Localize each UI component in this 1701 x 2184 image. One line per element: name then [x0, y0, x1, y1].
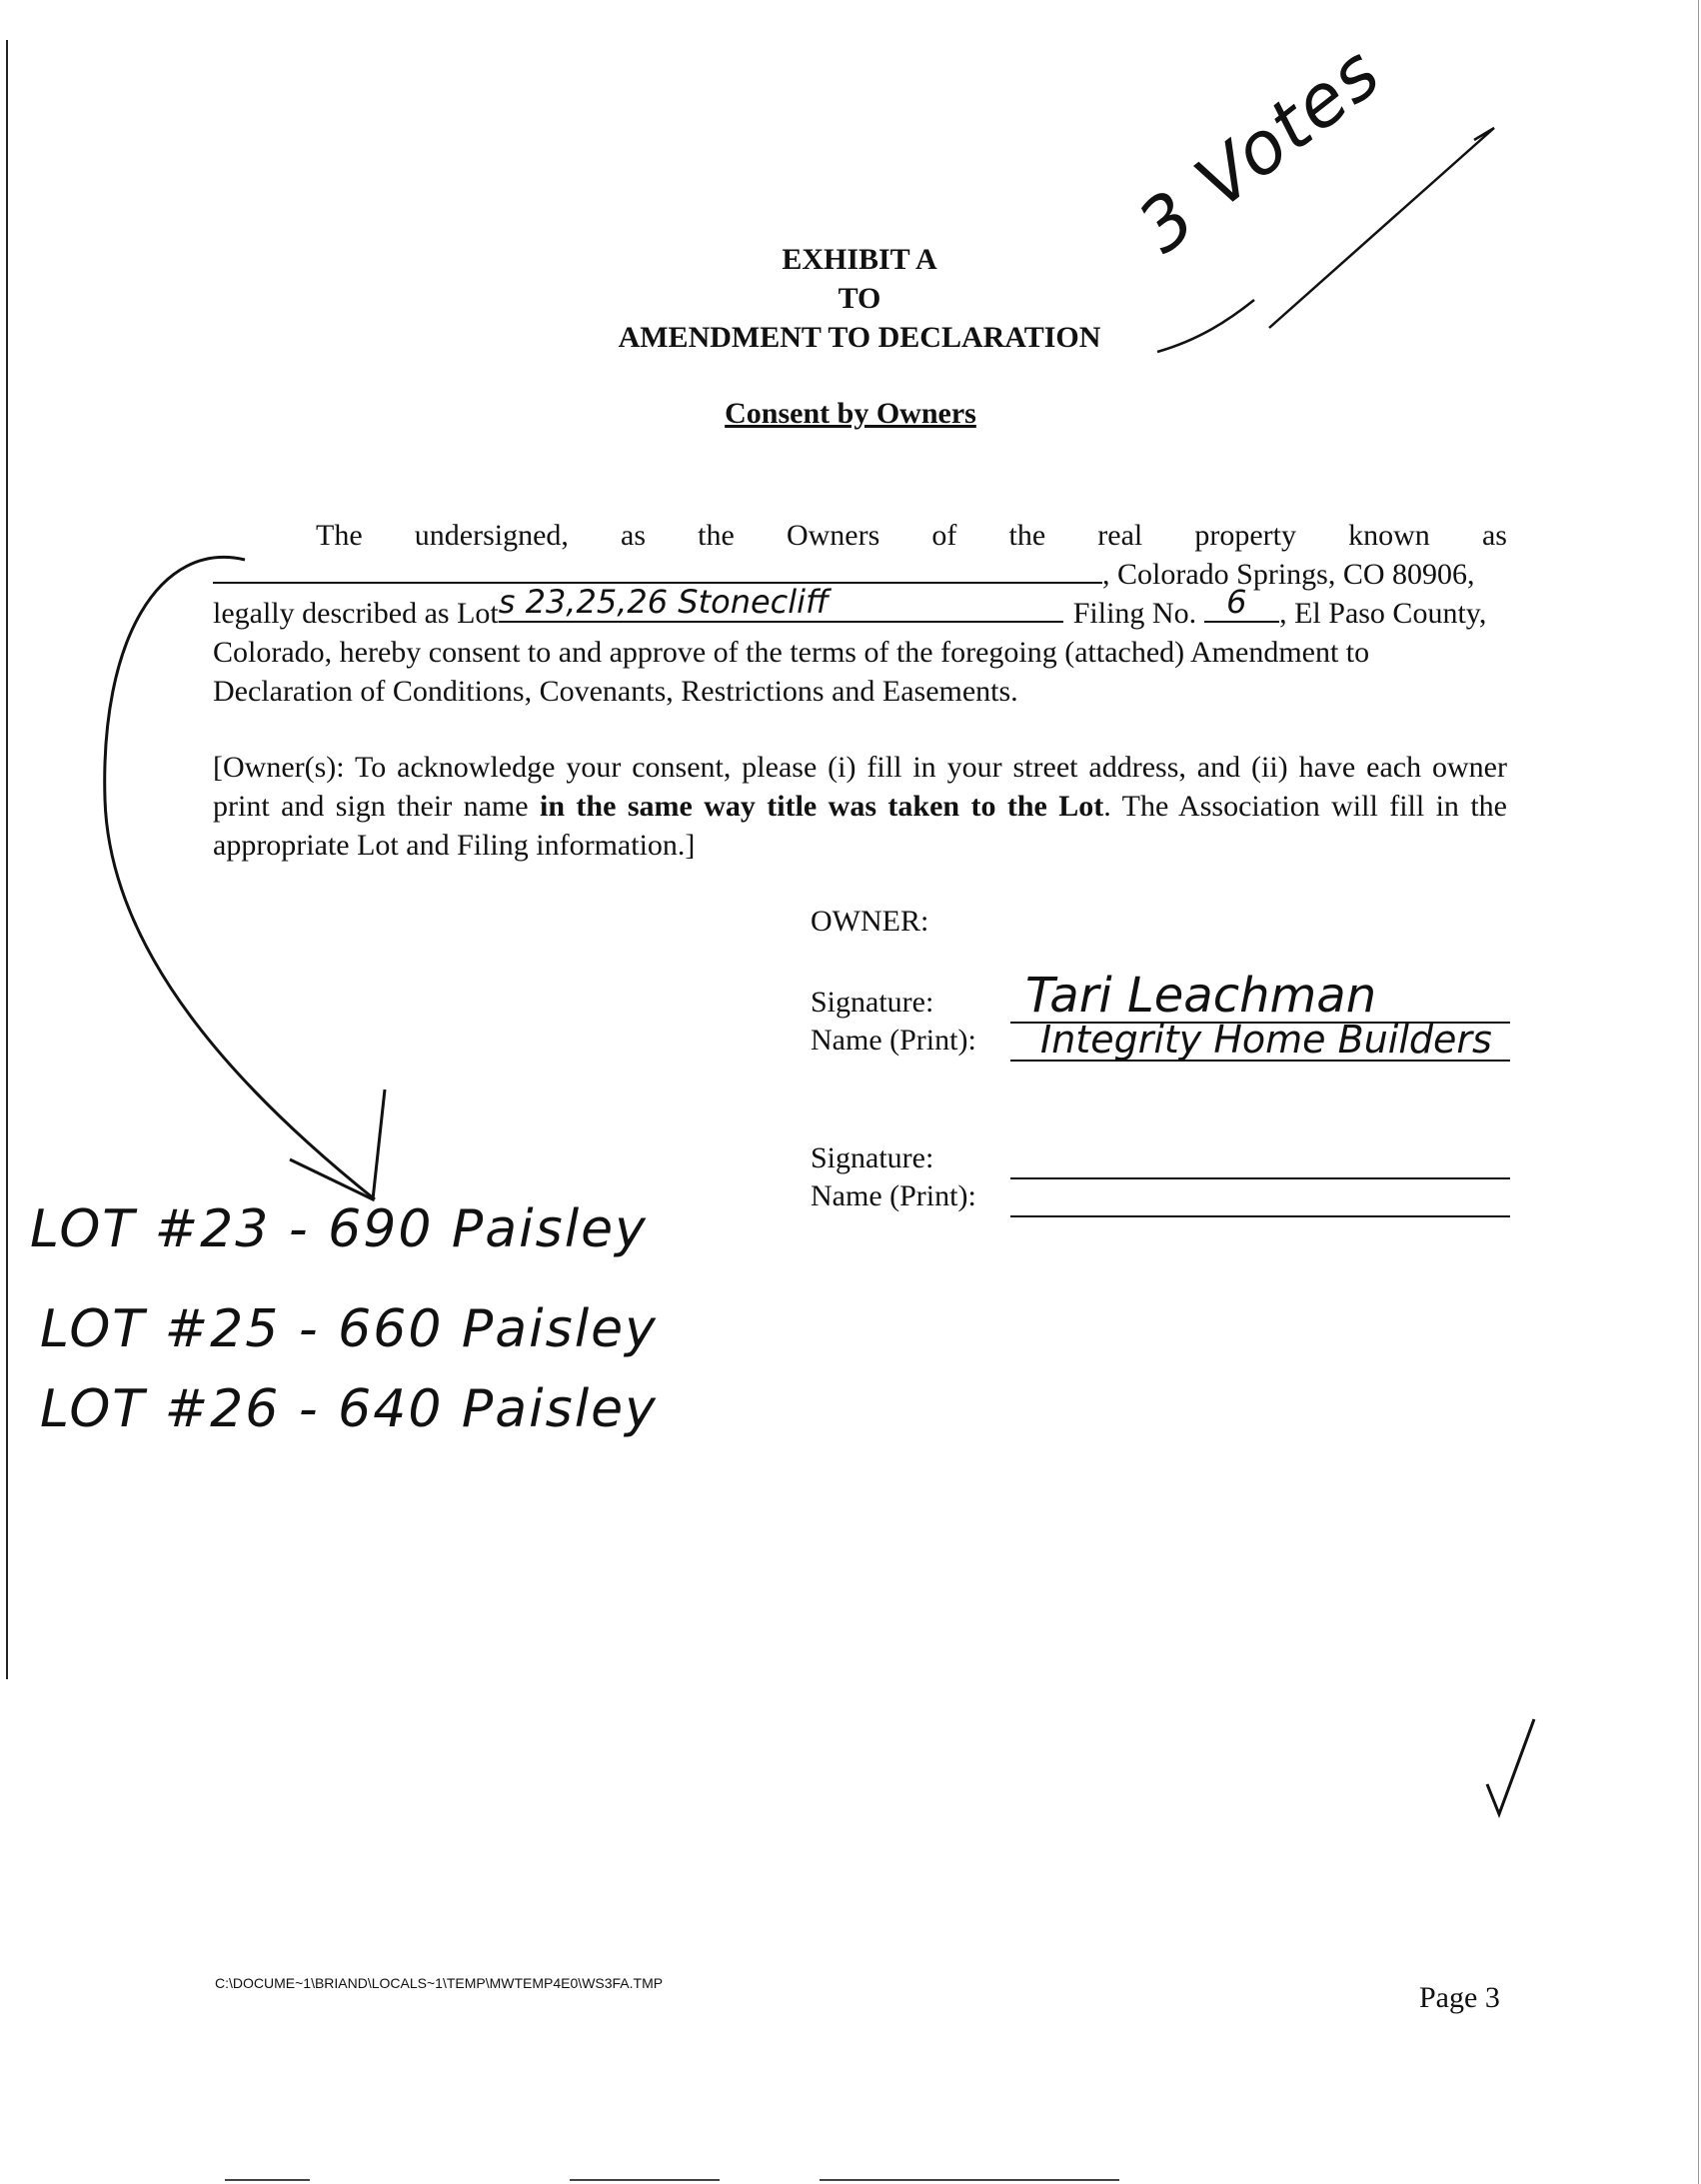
signature-label: Signature: [811, 986, 934, 1019]
county-text: , El Paso County, [1279, 597, 1487, 630]
votes-handwritten: 3 Votes [1122, 29, 1397, 270]
word: real [1097, 519, 1143, 552]
word: the [698, 519, 735, 552]
word: The [316, 519, 363, 552]
word: as [1481, 519, 1507, 552]
title-line-3: AMENDMENT TO DECLARATION [618, 321, 1101, 354]
signature-handwritten: Tari Leachman [1025, 968, 1377, 1024]
instructions-text: [Owner(s): To acknowledge your consent, please (i) fill in your street address, and (ii) have each owner print and sign their name [213, 751, 1507, 823]
title-line-1: EXHIBIT A [782, 243, 937, 276]
name-handwritten: Integrity Home Builders [1040, 1018, 1492, 1062]
instructions-bold: in the same way title was taken to the Lot [539, 790, 1104, 823]
filing-handwritten: 6 [1226, 583, 1247, 621]
word: property [1194, 519, 1297, 552]
votes-underline-icon [1157, 300, 1254, 352]
signature-label: Signature: [811, 1141, 934, 1174]
lot-note-3: LOT #26 - 640 Paisley [40, 1379, 658, 1439]
lot-handwritten: s 23,25,26 Stonecliff [498, 583, 830, 621]
page-number: Page 3 [1419, 1981, 1500, 2014]
consent-heading: Consent by Owners [725, 397, 976, 430]
arrowhead-icon [290, 1090, 385, 1199]
name-label: Name (Print): [811, 1179, 976, 1212]
instructions-text-end: . The Association will fill in the appropriate Lot and Filing information.] [213, 790, 1507, 862]
file-path-footer: C:\DOCUME~1\BRIAND\LOCALS~1\TEMP\MWTEMP4E0\WS3FA.TMP [215, 1975, 664, 1991]
word: as [621, 519, 647, 552]
word: known [1348, 519, 1430, 552]
word: undersigned, [414, 519, 569, 552]
lot-note-2: LOT #25 - 660 Paisley [40, 1299, 658, 1359]
word: Owners [786, 519, 880, 552]
owner-label: OWNER: [811, 905, 929, 938]
checkmark-icon [1487, 1719, 1534, 1814]
lot-label: legally described as Lot [213, 597, 499, 630]
curved-arrow-icon [105, 557, 375, 1199]
word: of [931, 519, 957, 552]
votes-slash-icon [1269, 128, 1494, 328]
city-state-zip: , Colorado Springs, CO 80906, [1102, 558, 1475, 591]
filing-label: Filing No. [1072, 597, 1197, 630]
word: the [1008, 519, 1046, 552]
lot-note-1: LOT #23 - 690 Paisley [30, 1199, 648, 1259]
paragraph-line-5: Declaration of Conditions, Covenants, Restrictions and Easements. [213, 675, 1018, 708]
title-line-2: TO [838, 282, 881, 315]
paragraph-line-4: Colorado, hereby consent to and approve of the terms of the foregoing (attached) Amendment to [213, 636, 1370, 669]
name-label: Name (Print): [811, 1024, 976, 1057]
